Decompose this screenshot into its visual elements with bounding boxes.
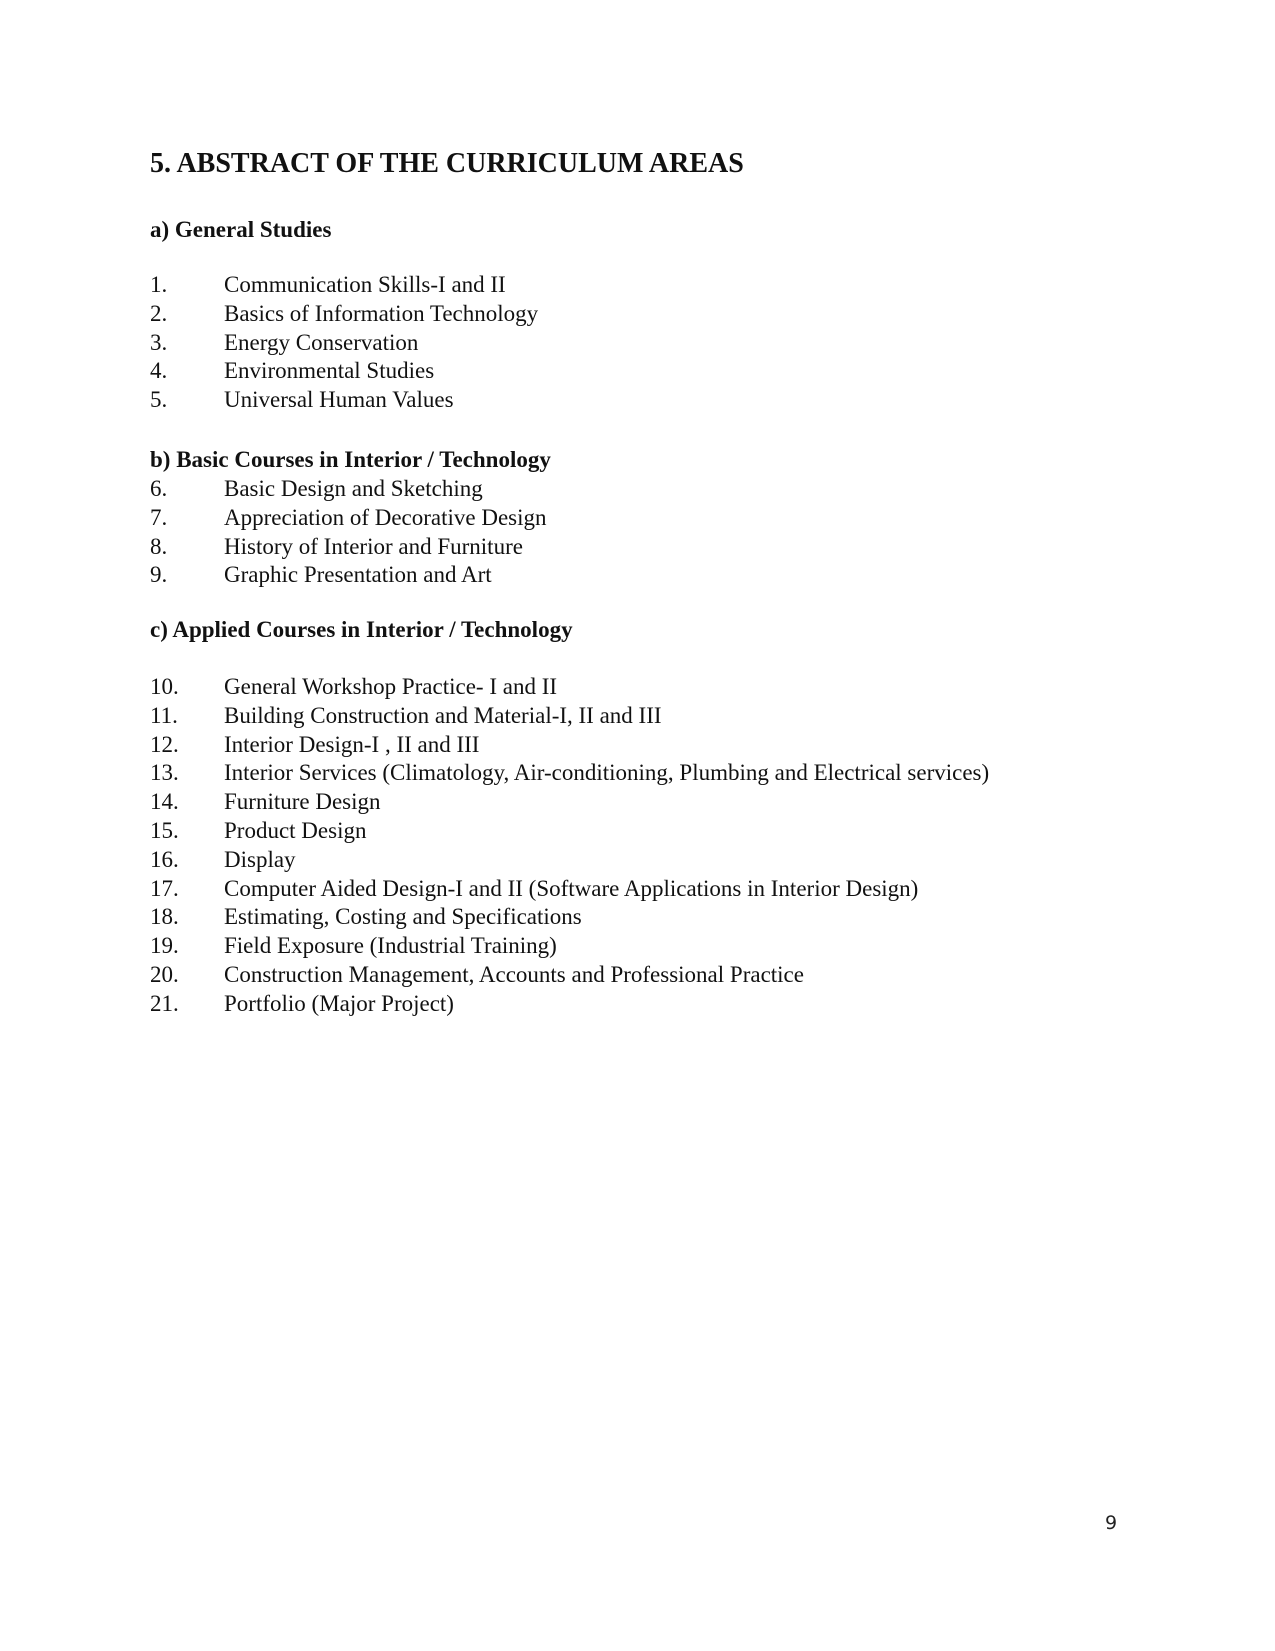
item-number: 18. [150, 904, 179, 930]
item-number: 13. [150, 760, 179, 786]
item-text: Environmental Studies [224, 358, 435, 384]
item-text: Energy Conservation [224, 329, 419, 355]
section-heading: c) Applied Courses in Interior / Technology [150, 617, 573, 642]
item-text: Interior Design-I , II and III [224, 731, 480, 757]
page-number: 9 [1105, 1512, 1118, 1534]
item-number: 17. [150, 875, 179, 901]
list-item [150, 504, 1150, 533]
item-text: Building Construction and Material-I, II and III [224, 702, 662, 728]
list-item [150, 673, 1150, 702]
item-text: General Workshop Practice- I and II [224, 674, 558, 699]
item-number: 15. [150, 817, 179, 843]
item-text: Estimating, Costing and Specifications [224, 904, 582, 930]
list-item [150, 817, 1150, 846]
item-number: 5. [150, 387, 168, 413]
item-number: 7. [150, 504, 168, 530]
item-text: Computer Aided Design-I and II (Software Applications in Interior Design) [224, 875, 919, 901]
item-number: 14. [150, 789, 179, 815]
item-text: Appreciation of Decorative Design [224, 504, 547, 530]
item-number: 20. [150, 961, 179, 987]
item-text: Basic Design and Sketching [224, 476, 483, 501]
list-item [150, 990, 1150, 1019]
list-item [150, 932, 1150, 961]
item-number: 3. [150, 329, 168, 355]
item-text: Field Exposure (Industrial Training) [224, 933, 557, 959]
list-item [150, 357, 1150, 386]
list-item [150, 731, 1150, 760]
section-heading: b) Basic Courses in Interior / Technology [150, 447, 551, 472]
list-item [150, 561, 1150, 590]
list-item [150, 386, 1150, 415]
list-item [150, 759, 1150, 788]
list-item [150, 300, 1150, 329]
section-general-studies [150, 215, 1150, 415]
item-text: Interior Services (Climatology, Air-conditioning, Plumbing and Electrical services) [224, 760, 990, 786]
item-text: Universal Human Values [224, 387, 454, 413]
item-number: 10. [150, 674, 179, 699]
item-number: 9. [150, 562, 168, 588]
list-item [150, 271, 1150, 300]
item-number: 4. [150, 358, 168, 384]
item-number: 8. [150, 533, 168, 559]
item-text: Portfolio (Major Project) [224, 990, 454, 1016]
item-text: Product Design [224, 817, 367, 843]
item-number: 16. [150, 846, 179, 872]
section-heading: a) General Studies [150, 217, 332, 242]
item-text: Basics of Information Technology [224, 300, 539, 326]
list-item [150, 875, 1150, 904]
list-item [150, 475, 1150, 504]
item-number: 6. [150, 476, 168, 501]
item-text: Display [224, 846, 296, 872]
item-number: 11. [150, 702, 178, 728]
list-item [150, 788, 1150, 817]
item-number: 12. [150, 731, 179, 757]
item-number: 1. [150, 272, 168, 297]
item-text: Furniture Design [224, 789, 381, 815]
page-title: 5. ABSTRACT OF THE CURRICULUM AREAS [150, 148, 744, 179]
course-list [150, 271, 1150, 415]
list-item [150, 702, 1150, 731]
item-text: Graphic Presentation and Art [224, 562, 492, 588]
item-number: 19. [150, 933, 179, 959]
item-text: History of Interior and Furniture [224, 533, 523, 559]
item-number: 2. [150, 300, 168, 326]
list-item [150, 961, 1150, 990]
list-item [150, 533, 1150, 562]
list-item [150, 903, 1150, 932]
item-text: Construction Management, Accounts and Professional Practice [224, 961, 804, 987]
list-item [150, 846, 1150, 875]
list-item [150, 329, 1150, 358]
section-applied-courses [150, 615, 1150, 1019]
item-number: 21. [150, 990, 179, 1016]
course-list [150, 673, 1150, 1019]
section-basic-courses [150, 445, 1150, 590]
course-list [150, 475, 1150, 590]
item-text: Communication Skills-I and II [224, 272, 506, 297]
